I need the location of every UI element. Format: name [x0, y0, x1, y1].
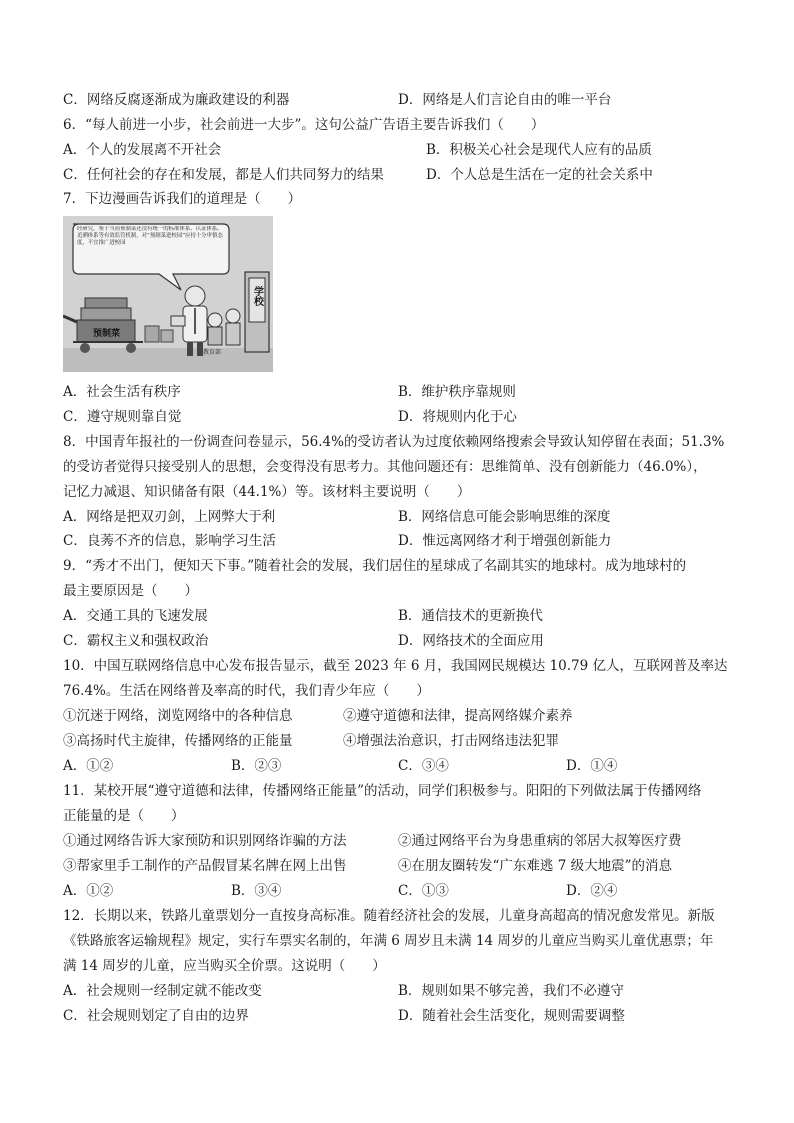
q9-option-a: A．交通工具的飞速发展 — [63, 608, 208, 624]
q11-statement-1: ①通过网络告诉大家预防和识别网络诈骗的方法 — [63, 833, 347, 849]
q9-option-d: D．网络技术的全面应用 — [398, 633, 544, 649]
q7-option-c: C．遵守规则靠自觉 — [63, 409, 182, 425]
q10-option-c: C．③④ — [398, 758, 449, 774]
q5-option-d: D．网络是人们言论自由的唯一平台 — [398, 92, 612, 108]
q11-stem-line2: 正能量的是（ ） — [63, 808, 185, 824]
q11-option-a: A．①② — [63, 883, 114, 899]
q11-statement-3: ③帮家里手工制作的产品假冒某名牌在网上出售 — [63, 858, 347, 874]
q8-option-c: C．良莠不齐的信息，影响学习生活 — [63, 533, 276, 549]
q9-option-b: B．通信技术的更新换代 — [398, 608, 543, 624]
q11-option-b: B．③④ — [231, 883, 282, 899]
q7-cartoon-image — [63, 216, 273, 372]
q11-option-c: C．①③ — [398, 883, 449, 899]
q12-stem-line3: 满 14 周岁的儿童，应当购买全价票。这说明（ ） — [63, 958, 386, 974]
q6-option-c: C．任何社会的存在和发展，都是人们共同努力的结果 — [63, 167, 384, 183]
q10-stem-line1: 10．中国互联网络信息中心发布报告显示，截至 2023 年 6 月，我国网民规模达 10.79 亿人，互联网普及率达 — [63, 658, 728, 674]
q7-option-b: B．维护秩序靠规则 — [398, 384, 516, 400]
q9-stem-line2: 最主要原因是（ ） — [63, 583, 198, 599]
q6-option-d: D．个人总是生活在一定的社会关系中 — [426, 167, 653, 183]
q11-statement-2: ②通过网络平台为身患重病的邻居大叔筹医疗费 — [398, 833, 682, 849]
q10-option-d: D．①④ — [566, 758, 618, 774]
q8-stem-line2: 的受访者觉得只接受别人的思想，会变得没有思考力。其他问题还有：思维简单、没有创新能力（46.0%）， — [63, 459, 707, 475]
q7-stem: 7．下边漫画告诉我们的道理是（ ） — [63, 191, 302, 207]
q10-stem-line2: 76.4%。生活在网络普及率高的时代，我们青少年应（ ） — [63, 683, 430, 699]
q11-stem-line1: 11．某校开展“遵守道德和法律，传播网络正能量”的活动，同学们积极参与。阳阳的下列做法属于传播网络 — [63, 783, 702, 799]
cartoon-person-label: 教育部 — [203, 349, 222, 356]
cartoon-building-label: 学校 — [251, 286, 263, 306]
cartoon-box-label: 预制菜 — [93, 329, 121, 339]
q7-option-d: D．将规则内化于心 — [398, 409, 517, 425]
q8-stem-line3: 记忆力减退、知识储备有限（44.1%）等。该材料主要说明（ ） — [63, 484, 471, 500]
q10-option-a: A．①② — [63, 758, 114, 774]
q10-statement-2: ②遵守道德和法律，提高网络媒介素养 — [343, 708, 573, 724]
q10-statement-4: ④增强法治意识，打击网络违法犯罪 — [343, 733, 559, 749]
q8-option-a: A．网络是把双刃剑，上网弊大于利 — [63, 509, 276, 525]
q12-option-b: B．规则如果不够完善，我们不必遵守 — [398, 983, 624, 999]
q6-stem: 6．“每人前进一小步，社会前进一大步”。这句公益广告语主要告诉我们（ ） — [63, 117, 545, 133]
q8-option-d: D．惟远离网络才利于增强创新能力 — [398, 533, 612, 549]
q12-option-a: A．社会规则一经制定就不能改变 — [63, 983, 262, 999]
q10-statement-1: ①沉迷于网络，浏览网络中的各种信息 — [63, 708, 293, 724]
q12-stem-line1: 12．长期以来，铁路儿童票划分一直按身高标准。随着经济社会的发展，儿童身高超高的情况愈发常见。新版 — [63, 908, 715, 924]
q12-option-c: C．社会规则划定了自由的边界 — [63, 1008, 249, 1024]
q12-option-d: D．随着社会生活变化，规则需要调整 — [398, 1008, 625, 1024]
q9-option-c: C．霸权主义和强权政治 — [63, 633, 209, 649]
q8-stem-line1: 8．中国青年报社的一份调查问卷显示，56.4%的受访者认为过度依赖网络搜索会导致认知停留在表面；51.3% — [63, 434, 725, 450]
q11-option-d: D．②④ — [566, 883, 618, 899]
q7-option-a: A．社会生活有秩序 — [63, 384, 181, 400]
q8-option-b: B．网络信息可能会影响思维的深度 — [398, 509, 611, 525]
q10-statement-3: ③高扬时代主旋律，传播网络的正能量 — [63, 733, 293, 749]
q6-option-a: A．个人的发展离不开社会 — [63, 142, 222, 158]
q5-option-c: C．网络反腐逐渐成为廉政建设的利器 — [63, 92, 290, 108]
q10-option-b: B．②③ — [231, 758, 282, 774]
cartoon-bubble-text: 经研究，鉴于当前预制菜还没有统一的标准体系、认证体系、追溯体系等有效监管机制，对“预制菜进校园”应持十分审慎态度，不宜推广进校园 — [77, 226, 223, 246]
q11-statement-4: ④在朋友圈转发“广东难逃 7 级大地震”的消息 — [398, 858, 672, 874]
cartoon-drawing — [63, 216, 273, 372]
q12-stem-line2: 《铁路旅客运输规程》规定，实行车票实名制的，年满 6 周岁且未满 14 周岁的儿童应当购买儿童优惠票；年 — [63, 933, 714, 949]
q6-option-b: B．积极关心社会是现代人应有的品质 — [426, 142, 652, 158]
q9-stem-line1: 9．“秀才不出门，便知天下事。”随着社会的发展，我们居住的星球成了名副其实的地球村。成为地球村的 — [63, 558, 687, 574]
